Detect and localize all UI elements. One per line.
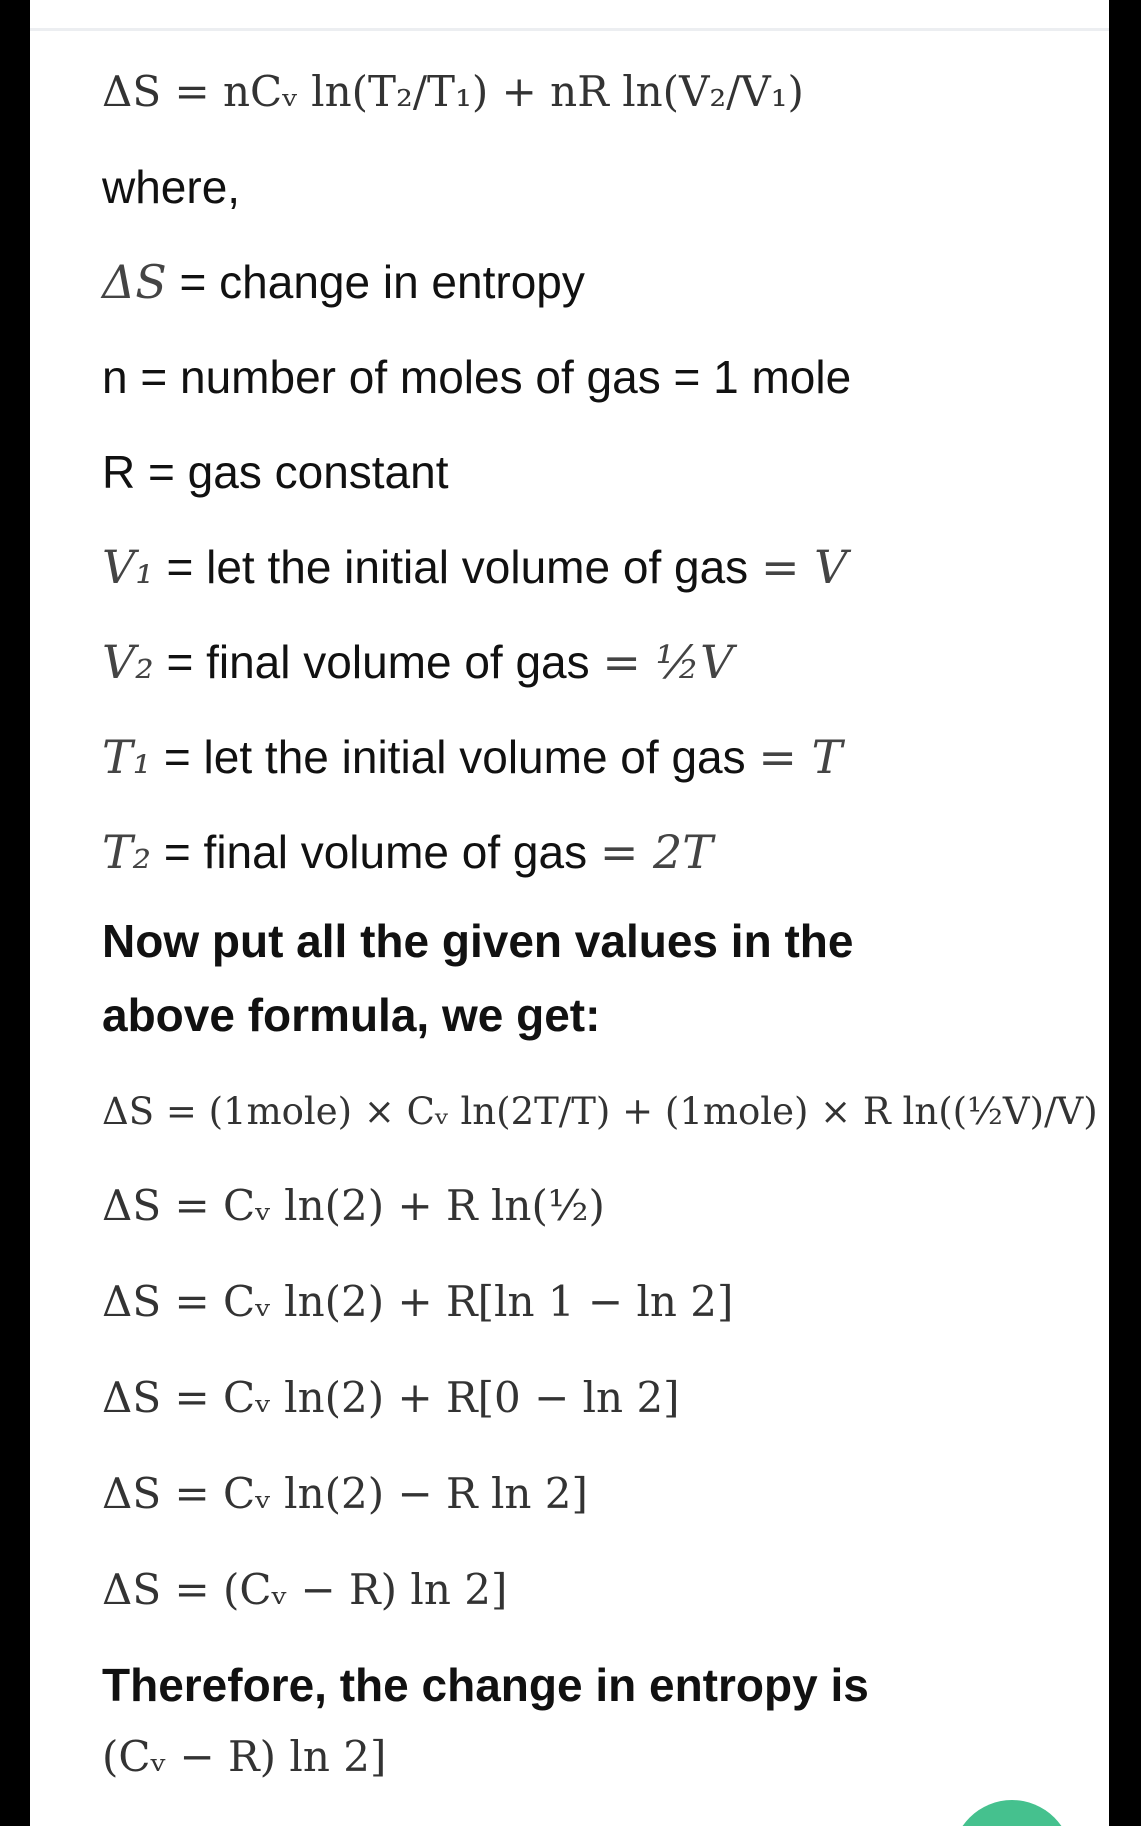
calculation-step-4: ΔS = Cᵥ ln(2) + R[0 − ln 2] [102,1373,680,1422]
instruction-text: Now put all the given values in the above formula, we get: [102,915,854,1041]
floating-action-bubble[interactable] [952,1800,1072,1826]
definition-symbol: V₂ [102,635,154,689]
definition-value: = 1 mole [673,351,852,403]
calculation-step-5: ΔS = Cᵥ ln(2) − R ln 2] [102,1469,588,1518]
definition-text: = let the initial volume of gas [151,731,759,783]
definition-t1 [102,710,1099,805]
definition-symbol: ΔS [102,255,167,309]
entropy-formula: ΔS = nCᵥ ln(T₂/T₁) + nR ln(V₂/V₁) [102,67,804,116]
definition-v2 [102,615,1099,710]
calculation-step-2: ΔS = Cᵥ ln(2) + R ln(½) [102,1181,605,1230]
conclusion-result: (Cᵥ − R) ln 2] [102,1732,387,1781]
where-label: where, [102,161,241,213]
definition-delta-s [102,235,1099,330]
definition-symbol: T₂ [102,825,152,879]
definition-value: = T [758,730,843,784]
definition-symbol: n [102,351,128,403]
answer-card [30,0,1109,1826]
definition-v1 [102,520,1099,615]
definition-text: = final volume of gas [153,636,603,688]
card-divider [30,28,1109,31]
definition-value: = 2T [599,825,713,879]
definition-r [102,425,1099,520]
definition-text: = let the initial volume of gas [153,541,761,593]
definition-symbol: R [102,446,136,498]
definition-text: = change in entropy [166,256,585,308]
conclusion-text: Therefore, the change in entropy is [102,1659,869,1711]
definition-value: = V [760,540,848,594]
definition-n [102,330,1099,425]
definition-t2 [102,805,1099,900]
calculation-step-1: ΔS = (1mole) × Cᵥ ln(2T/T) + (1mole) × R ln((½V)/V) [102,1090,1098,1133]
definition-value: = ½V [602,635,734,689]
definition-text: = final volume of gas [151,826,600,878]
definition-symbol: V₁ [102,540,154,594]
calculation-step-6: ΔS = (Cᵥ − R) ln 2] [102,1565,508,1614]
answer-content [102,44,1099,1792]
definition-text: = number of moles of gas [127,351,674,403]
definition-text: = gas constant [135,446,449,498]
calculation-step-3: ΔS = Cᵥ ln(2) + R[ln 1 − ln 2] [102,1277,734,1326]
definition-symbol: T₁ [102,730,152,784]
